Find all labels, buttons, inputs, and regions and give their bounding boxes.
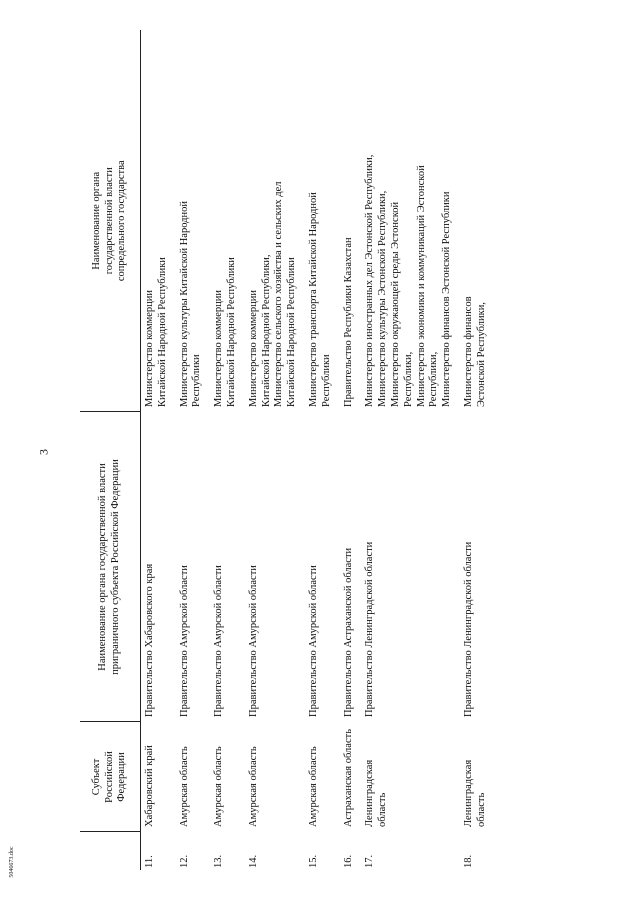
table-header-row xyxy=(80,30,141,870)
row-rf-authority: Правительство Ленинградской области xyxy=(462,541,474,717)
row-rf-authority: Правительство Амурской области xyxy=(307,565,319,717)
table-row xyxy=(361,30,460,870)
table-row xyxy=(176,30,211,870)
row-foreign-authority: Министерство транспорта Китайской Народной Республики xyxy=(307,192,332,407)
row-subject: Амурская область xyxy=(178,746,190,827)
row-subject: Хабаровский край xyxy=(144,745,155,827)
table-row xyxy=(305,30,340,870)
row-number: 12. xyxy=(178,854,190,868)
row-foreign-authority: Министерство финансов Эстонской Республики, xyxy=(462,296,487,407)
row-subject: Амурская область xyxy=(247,746,259,827)
row-rf-authority: Правительство Амурской области xyxy=(213,565,225,717)
header-subject: Субъект Российской Федерации xyxy=(80,722,141,832)
header-foreign-authority: Наименование органа государственной власти сопредельного государства xyxy=(80,30,141,412)
footer-file-code: 5046673.doc xyxy=(9,846,15,878)
row-number: 18. xyxy=(462,854,474,868)
row-subject: Ленинградская область xyxy=(462,759,487,827)
row-rf-authority: Правительство Амурской области xyxy=(178,565,190,717)
header-number xyxy=(80,832,141,870)
row-subject: Амурская область xyxy=(213,746,225,827)
row-foreign-authority: Правительство Республики Казахстан xyxy=(342,237,354,407)
table-row xyxy=(245,30,305,870)
page-number: 3 xyxy=(36,449,51,455)
row-number: 13. xyxy=(213,854,225,868)
table-row xyxy=(460,30,495,870)
row-number: 16. xyxy=(342,854,354,868)
table-row xyxy=(141,30,176,870)
row-subject: Амурская область xyxy=(307,746,319,827)
row-number: 14. xyxy=(247,854,259,868)
table-row xyxy=(340,30,362,870)
row-foreign-authority: Министерство коммерции Китайской Народной Республики xyxy=(213,257,237,407)
row-foreign-authority: Министерство коммерции Китайской Народной Республики, Министерство сельского хозяйства и сельских дел Китайской Народной Республики xyxy=(247,181,298,407)
row-rf-authority: Правительство Амурской области xyxy=(247,565,259,717)
row-number: 17. xyxy=(364,854,376,868)
row-number: 11. xyxy=(144,855,155,868)
row-foreign-authority: Министерство иностранных дел Эстонской Республики, Министерство культуры Эстонской Республики, Министерство окружающей среды Эстонской Республики, Министерство экономики и коммуникаций Эстонской Республики, Министерство финансов Эстонской Республики xyxy=(364,154,453,407)
rotated-table-container xyxy=(80,30,550,870)
row-rf-authority: Правительство Ленинградской области xyxy=(364,541,376,717)
authorities-table xyxy=(80,30,495,870)
table-row xyxy=(210,30,245,870)
row-rf-authority: Правительство Хабаровского края xyxy=(144,563,155,717)
row-foreign-authority: Министерство коммерции Китайской Народной Республики xyxy=(144,257,168,407)
row-rf-authority: Правительство Астраханской области xyxy=(342,547,354,717)
row-subject: Ленинградская область xyxy=(364,759,389,827)
row-foreign-authority: Министерство культуры Китайской Народной Республики xyxy=(178,201,203,407)
header-rf-authority: Наименование органа государственной власти приграничного субъекта Российской Федерации xyxy=(80,412,141,722)
row-number: 15. xyxy=(307,854,319,868)
row-subject: Астраханская область xyxy=(342,729,354,827)
